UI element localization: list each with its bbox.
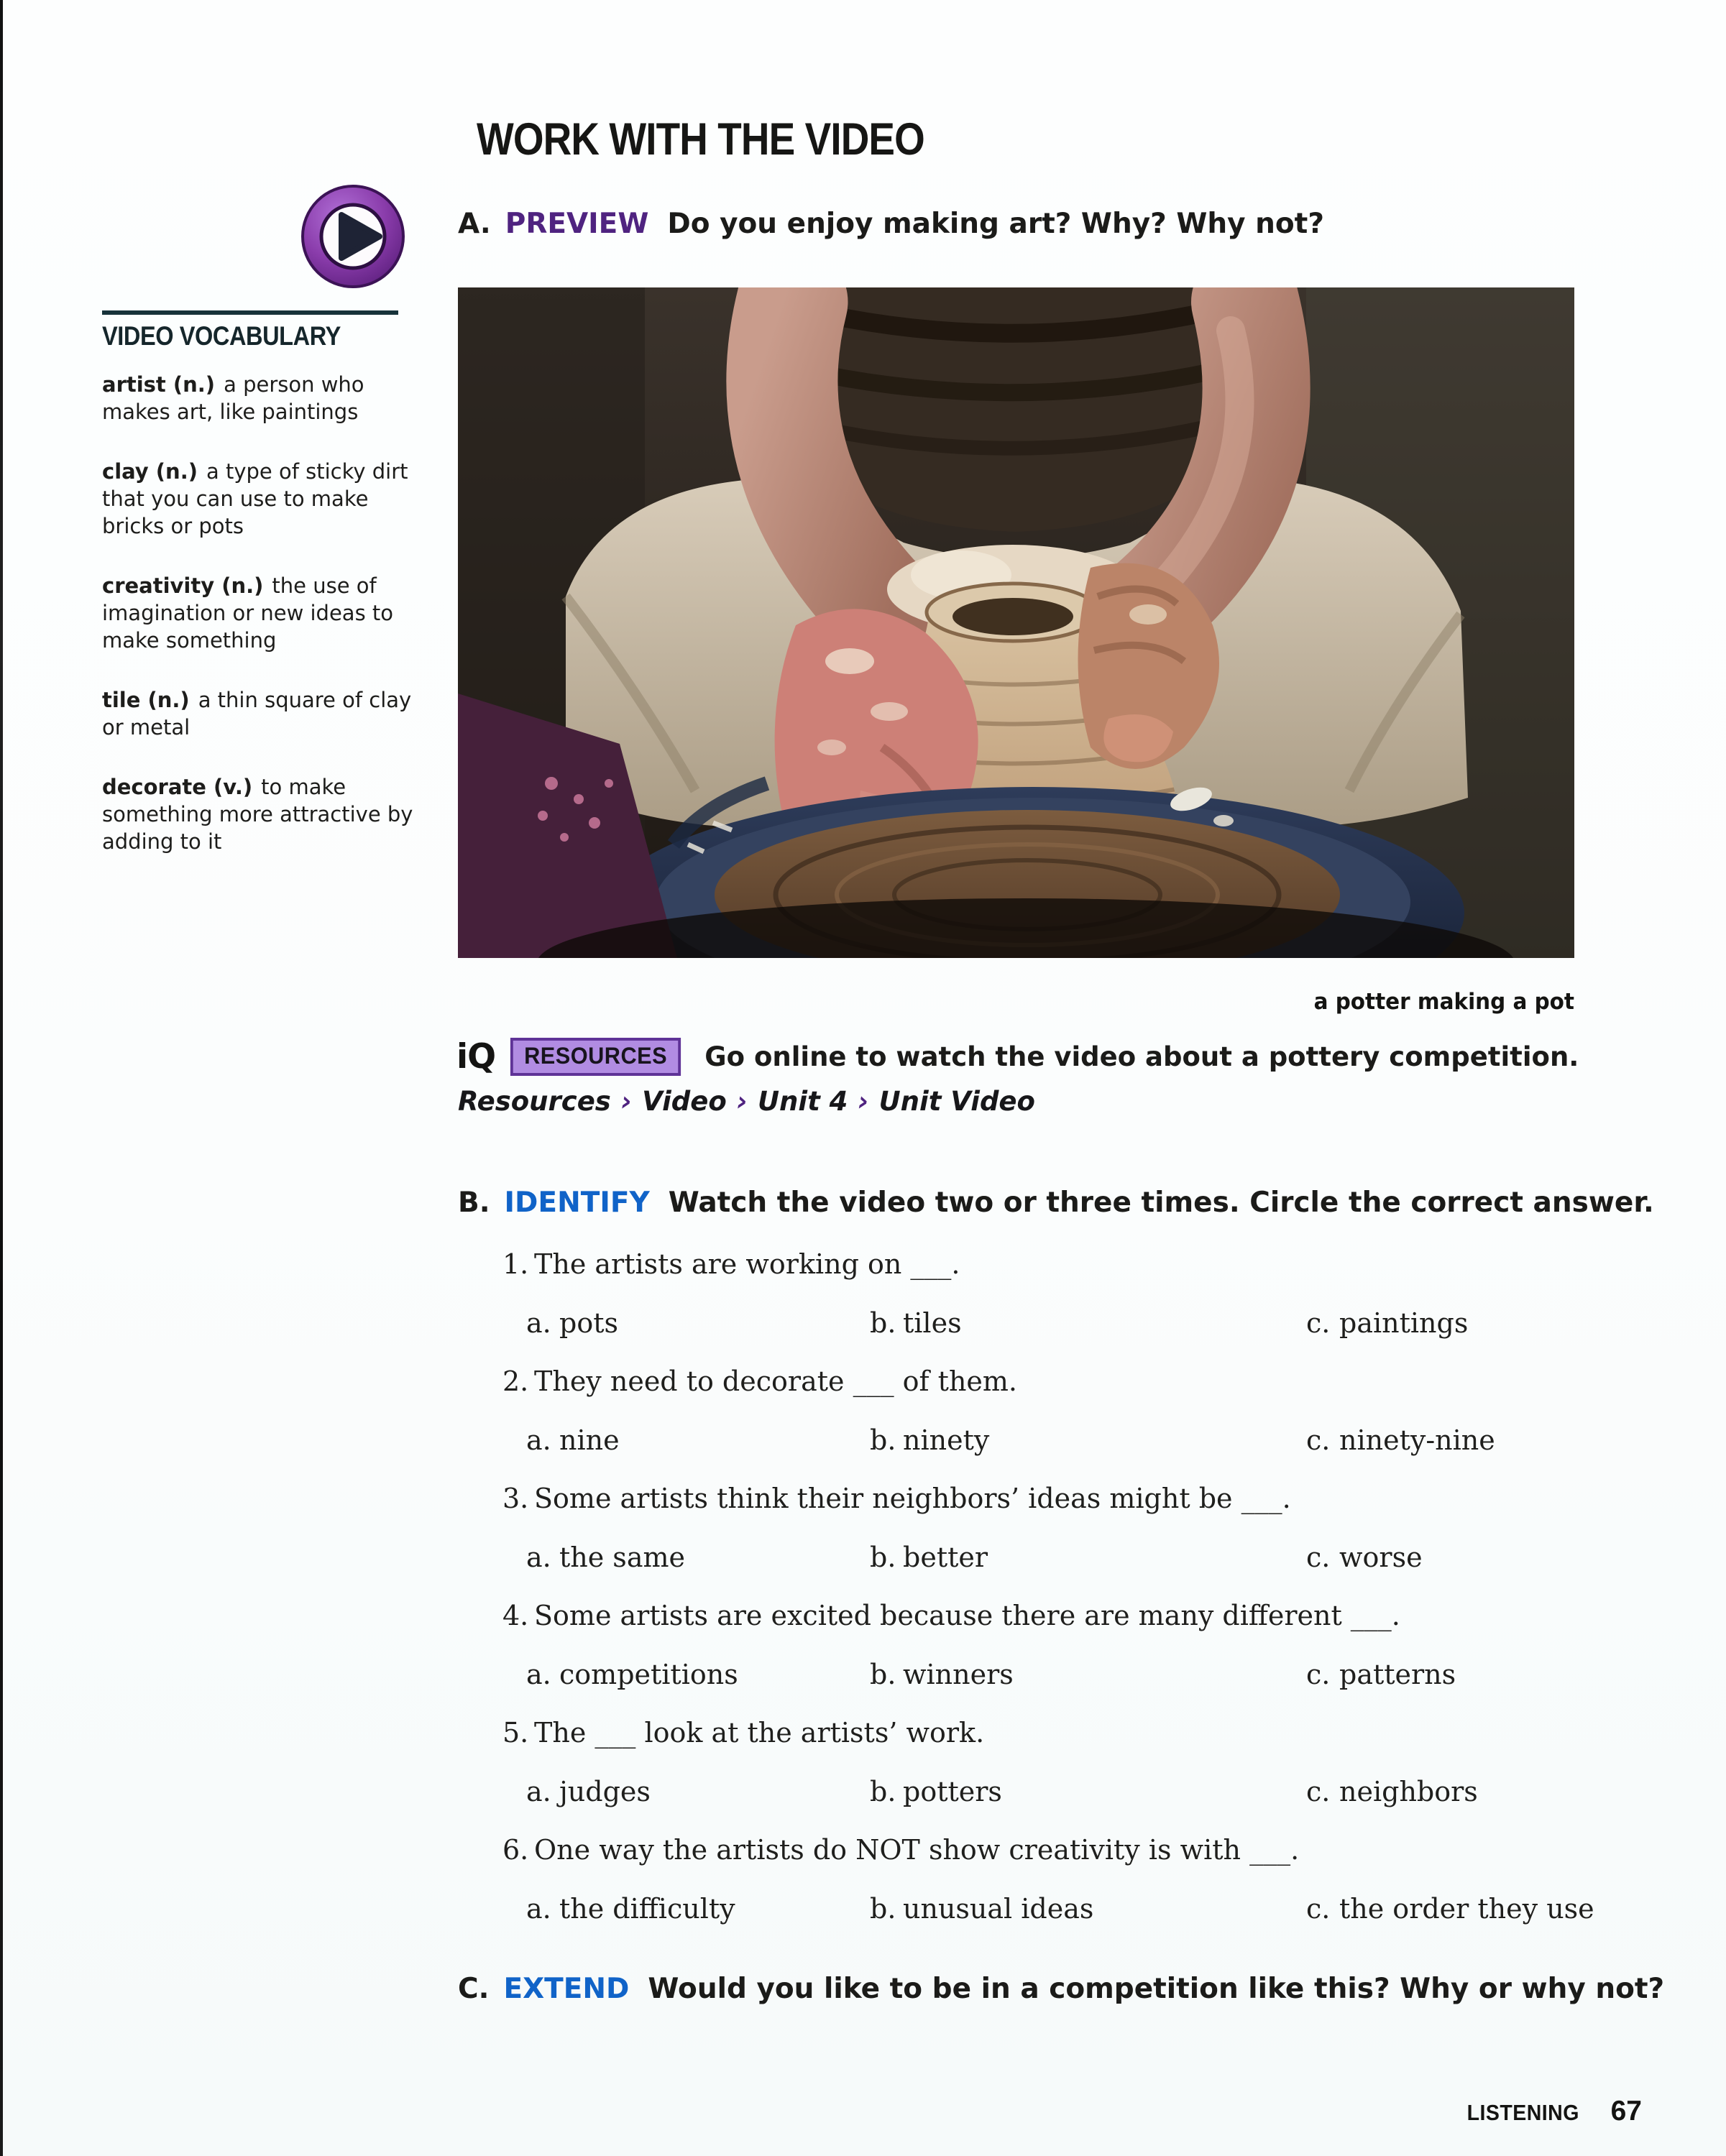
question-text: The ___ look at the artists’ work. [534, 1717, 985, 1749]
vocab-definition: to make something more attractive by adding to it [102, 775, 413, 854]
section-a-preview [458, 207, 1324, 241]
option-c [1306, 1424, 1608, 1457]
option-c [1306, 1658, 1608, 1691]
play-icon-graphic [300, 184, 405, 289]
question-5 [458, 1716, 1608, 1749]
option-a [526, 1775, 870, 1808]
option-b [870, 1541, 1306, 1574]
option-text: nine [559, 1424, 620, 1456]
breadcrumb-item: Unit 4 [758, 1086, 848, 1117]
option-letter: c. [1306, 1542, 1331, 1573]
vocab-entry-tile [102, 686, 420, 741]
vocab-term: creativity (n.) [102, 573, 264, 598]
vocab-entry-creativity [102, 572, 420, 654]
option-text: judges [559, 1776, 651, 1807]
question-6-options [458, 1892, 1608, 1925]
photo-caption: a potter making a pot [1313, 989, 1574, 1015]
question-1-options [458, 1307, 1608, 1340]
option-text: the same [559, 1542, 685, 1573]
option-b [870, 1892, 1306, 1925]
option-a [526, 1307, 870, 1340]
footer-page-number: 67 [1610, 2096, 1642, 2127]
identify-label: IDENTIFY [504, 1187, 650, 1219]
question-number: 6. [502, 1834, 529, 1866]
question-text: They need to decorate ___ of them. [534, 1365, 1018, 1397]
option-b [870, 1307, 1306, 1340]
video-vocabulary-title: VIDEO VOCABULARY [102, 321, 341, 351]
option-text: ninety-nine [1339, 1424, 1495, 1456]
option-c [1306, 1892, 1608, 1925]
footer-section: LISTENING [1466, 2100, 1579, 2125]
section-letter: A. [458, 208, 491, 240]
question-3-options [458, 1541, 1608, 1574]
option-text: competitions [559, 1659, 738, 1690]
option-letter: b. [870, 1659, 896, 1690]
option-text: ninety [903, 1424, 990, 1456]
chevron-right-icon: › [736, 1086, 748, 1117]
question-6 [458, 1833, 1608, 1866]
option-text: patterns [1339, 1659, 1456, 1690]
question-text: Some artists think their neighbors’ ideas might be ___. [534, 1483, 1291, 1514]
option-letter: b. [870, 1893, 896, 1925]
option-a [526, 1424, 870, 1457]
question-4 [458, 1599, 1608, 1632]
option-a [526, 1658, 870, 1691]
chevron-right-icon: › [620, 1086, 633, 1117]
question-list [458, 1248, 1608, 1950]
option-text: neighbors [1339, 1776, 1478, 1807]
option-text: better [903, 1542, 988, 1573]
question-number: 1. [502, 1248, 529, 1280]
option-c [1306, 1541, 1608, 1574]
option-text: unusual ideas [903, 1893, 1094, 1925]
option-text: worse [1339, 1542, 1423, 1573]
section-text: Would you like to be in a competition like this? Why or why not? [648, 1973, 1665, 2005]
section-b-identify [458, 1186, 1654, 1220]
section-text: Watch the video two or three times. Circle the correct answer. [668, 1187, 1654, 1219]
breadcrumb-item: Unit Video [878, 1086, 1035, 1117]
option-text: tiles [903, 1307, 962, 1339]
question-number: 5. [502, 1717, 529, 1749]
option-a [526, 1541, 870, 1574]
question-text: Some artists are excited because there are many different ___. [534, 1600, 1400, 1631]
option-letter: a. [526, 1307, 551, 1339]
sidebar-divider [102, 310, 398, 315]
vocab-definition: the use of imagination or new ideas to make something [102, 573, 394, 653]
option-letter: a. [526, 1424, 551, 1456]
option-c [1306, 1775, 1608, 1808]
option-letter: a. [526, 1776, 551, 1807]
vocab-term: clay (n.) [102, 459, 198, 484]
option-b [870, 1775, 1306, 1808]
option-letter: a. [526, 1542, 551, 1573]
option-text: the order they use [1339, 1893, 1594, 1925]
resources-badge: RESOURCES [510, 1038, 681, 1076]
vocab-entry-artist [102, 371, 420, 425]
potter-photo-graphic [458, 287, 1574, 958]
section-c-extend [458, 1972, 1664, 2007]
section-letter: B. [458, 1187, 490, 1219]
vocab-term: tile (n.) [102, 688, 190, 712]
option-text: pots [559, 1307, 618, 1339]
option-a [526, 1892, 870, 1925]
video-play-icon [300, 184, 405, 289]
iq-logo: iQ [456, 1037, 496, 1077]
question-2-options [458, 1424, 1608, 1457]
question-number: 4. [502, 1600, 529, 1631]
question-number: 3. [502, 1483, 529, 1514]
resources-text: Go online to watch the video about a pottery competition. [704, 1041, 1579, 1072]
vocab-definition: a person who makes art, like paintings [102, 372, 364, 424]
question-4-options [458, 1658, 1608, 1691]
option-letter: a. [526, 1893, 551, 1925]
option-letter: b. [870, 1776, 896, 1807]
option-text: paintings [1339, 1307, 1469, 1339]
question-number: 2. [502, 1365, 529, 1397]
preview-label: PREVIEW [505, 208, 649, 240]
breadcrumb-item: Video [642, 1086, 727, 1117]
page-edge-line [0, 0, 3, 2156]
option-letter: b. [870, 1307, 896, 1339]
section-letter: C. [458, 1973, 490, 2005]
option-letter: b. [870, 1424, 896, 1456]
page-footer [1457, 2096, 1642, 2127]
question-1 [458, 1248, 1608, 1281]
option-letter: c. [1306, 1659, 1331, 1690]
option-letter: c. [1306, 1307, 1331, 1339]
breadcrumb-item: Resources [458, 1086, 611, 1117]
option-b [870, 1658, 1306, 1691]
vocab-definition: a thin square of clay or metal [102, 688, 412, 740]
vocab-term: decorate (v.) [102, 775, 253, 799]
option-letter: c. [1306, 1776, 1331, 1807]
option-letter: a. [526, 1659, 551, 1690]
vocab-definition: a type of sticky dirt that you can use to make bricks or pots [102, 459, 408, 538]
question-text: One way the artists do NOT show creativity is with ___. [534, 1834, 1300, 1866]
section-text: Do you enjoy making art? Why? Why not? [667, 208, 1324, 240]
option-text: potters [903, 1776, 1002, 1807]
option-text: the difficulty [559, 1893, 735, 1925]
option-c [1306, 1307, 1608, 1340]
option-b [870, 1424, 1306, 1457]
question-3 [458, 1482, 1608, 1515]
potter-photo [458, 287, 1574, 958]
video-vocabulary-sidebar [102, 371, 420, 888]
option-letter: b. [870, 1542, 896, 1573]
vocab-term: artist (n.) [102, 372, 216, 397]
question-2 [458, 1365, 1608, 1398]
extend-label: EXTEND [503, 1973, 630, 2005]
breadcrumb [458, 1086, 1035, 1117]
question-5-options [458, 1775, 1608, 1808]
chevron-right-icon: › [858, 1086, 869, 1117]
vocab-entry-clay [102, 458, 420, 540]
page-title: WORK WITH THE VIDEO [477, 114, 924, 165]
vocab-entry-decorate [102, 773, 420, 855]
iq-resources-line [456, 1037, 1579, 1077]
option-text: winners [903, 1659, 1014, 1690]
option-letter: c. [1306, 1893, 1331, 1925]
option-letter: c. [1306, 1424, 1331, 1456]
question-text: The artists are working on ___. [534, 1248, 960, 1280]
